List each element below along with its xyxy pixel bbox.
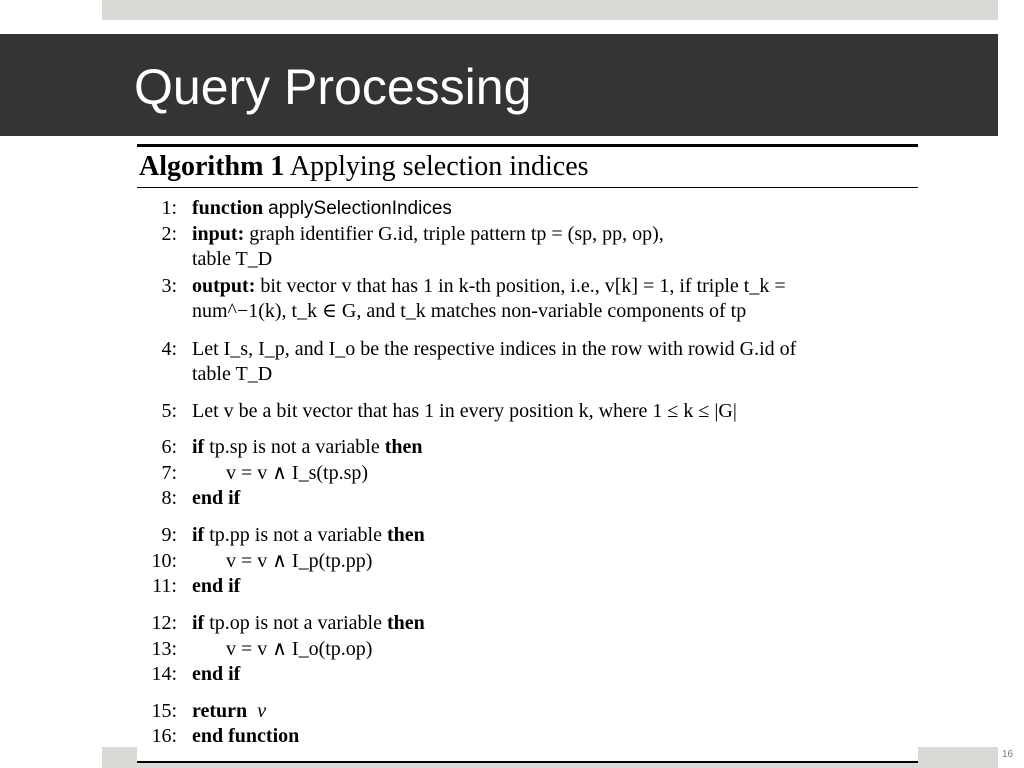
algorithm-header [137, 147, 918, 188]
line-body [192, 699, 918, 724]
line-text: graph identifier G.id, triple pattern tp = (sp, pp, op), [249, 223, 664, 245]
line-text: v [257, 700, 267, 722]
keyword: output: [192, 275, 256, 297]
line-number: 9: [161, 524, 177, 546]
algorithm-name: Applying selection indices [289, 151, 589, 182]
line-number: 7: [161, 462, 177, 484]
line-text: tp.pp is not a variable [209, 524, 382, 546]
keyword: end function [192, 725, 300, 747]
line-number: 10: [151, 550, 177, 572]
slide-title: Query Processing [134, 59, 532, 115]
keyword: return [192, 700, 248, 722]
line-number: 13: [151, 638, 177, 660]
line-number: 15: [151, 700, 177, 722]
line-body [192, 196, 918, 221]
line-number: 12: [151, 612, 177, 634]
algorithm-label: Algorithm 1 [139, 151, 285, 182]
line-continuation: table T_D [192, 363, 273, 385]
line-text: v = v ∧ I_s(tp.sp) [226, 462, 369, 484]
line-number: 5: [161, 400, 177, 422]
line-number: 11: [152, 575, 177, 597]
line-number: 16: [151, 725, 177, 747]
line-body [192, 274, 918, 299]
line-text: v = v ∧ I_p(tp.pp) [226, 550, 373, 572]
line-number: 6: [161, 436, 177, 458]
line-number: 8: [161, 487, 177, 509]
line-body [192, 222, 918, 247]
line-text: v = v ∧ I_o(tp.op) [226, 638, 373, 660]
keyword: if [192, 524, 205, 546]
line-continuation: num^−1(k), t_k ∈ G, and t_k matches non-variable components of tp [192, 300, 747, 322]
keyword: then [386, 524, 425, 546]
line-body [192, 435, 918, 460]
keyword: end if [192, 575, 241, 597]
keyword: then [386, 612, 425, 634]
keyword: end if [192, 487, 241, 509]
top-decor-strip [102, 0, 998, 20]
line-number: 4: [161, 338, 177, 360]
line-text: Let v be a bit vector that has 1 in every position k, where 1 ≤ k ≤ |G| [192, 400, 737, 422]
line-text: tp.op is not a variable [209, 612, 382, 634]
keyword: end if [192, 663, 241, 685]
page-number: 16 [1002, 749, 1014, 760]
keyword: function [192, 197, 264, 219]
keyword: if [192, 612, 205, 634]
function-name: applySelectionIndices [268, 198, 452, 219]
line-number: 14: [151, 663, 177, 685]
line-text: bit vector v that has 1 in k-th position, i.e., v[k] = 1, if triple t_k = [260, 275, 786, 297]
line-continuation: table T_D [192, 248, 273, 270]
line-body [192, 611, 918, 636]
keyword: input: [192, 223, 245, 245]
line-number: 3: [161, 275, 177, 297]
line-text: tp.sp is not a variable [209, 436, 380, 458]
keyword: then [384, 436, 423, 458]
line-number: 2: [161, 223, 177, 245]
line-number: 1: [161, 197, 177, 219]
line-body [192, 523, 918, 548]
algorithm-box [137, 144, 918, 763]
line-text: Let I_s, I_p, and I_o be the respective indices in the row with rowid G.id of [192, 338, 797, 360]
keyword: if [192, 436, 205, 458]
